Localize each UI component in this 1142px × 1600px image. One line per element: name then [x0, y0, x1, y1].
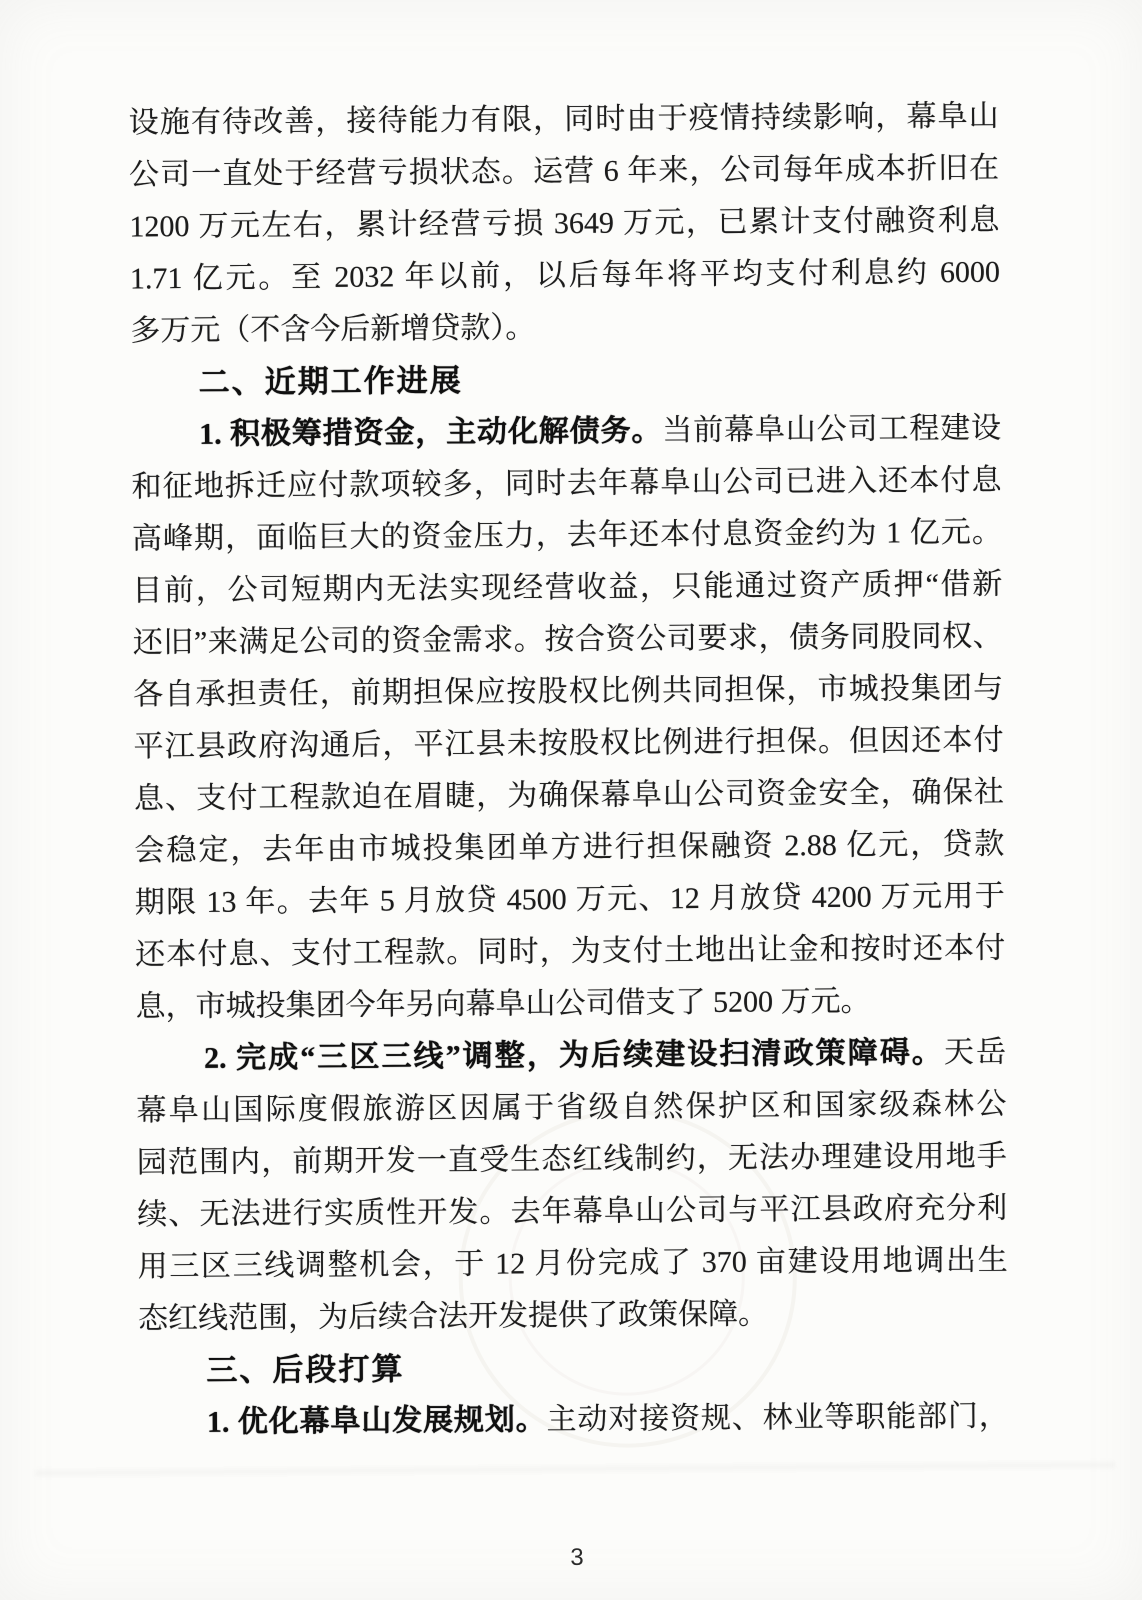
body-text: 天岳: [943, 1035, 1007, 1070]
text-line: [139, 1391, 1009, 1450]
body-text: 平江县政府沟通后，平江县未按股权比例进行担保。但因还本付: [133, 723, 1004, 764]
text-line: [133, 715, 1003, 774]
body-text: 会稳定，去年由市城投集团单方进行担保融资 2.88 亿元，贷款: [134, 827, 1005, 868]
text-line: [133, 663, 1003, 722]
body-text: 态红线范围，为后续合法开发提供了政策保障。: [137, 1297, 769, 1336]
body-text: 公司一直处于经营亏损状态。运营 6 年来，公司每年成本折旧在: [128, 151, 1000, 192]
body-text: 还旧”来满足公司的资金需求。按合资公司要求，债务同股同权、: [132, 619, 1003, 660]
body-text: 各自承担责任，前期担保应按股权比例共同担保，市城投集团与: [133, 671, 1004, 712]
bold-lead-text: 2. 完成“三区三线”调整，为后续建设扫清政策障碍。: [203, 1036, 945, 1075]
body-text: 息，市城投集团今年另向幕阜山公司借支了 5200 万元。: [135, 984, 871, 1024]
bold-lead-text: 二、近期工作进展: [198, 362, 463, 400]
body-text: 设施有待改善，接待能力有限，同时由于疫情持续影响，幕阜山: [128, 99, 999, 140]
body-text: 园范围内，前期开发一直受生态红线制约，无法办理建设用地手: [136, 1139, 1007, 1180]
text-line: [133, 611, 1003, 670]
body-text: 1.71 亿元。至 2032 年以前，以后每年将平均支付利息约 6000: [129, 255, 1000, 296]
text-line: [137, 1131, 1007, 1190]
body-text: 当前幕阜山公司工程建设: [662, 411, 1002, 448]
bold-lead-text: 1. 优化幕阜山发展规划。: [206, 1403, 547, 1439]
body-text: 主动对接资规、林业等职能部门，: [546, 1399, 1009, 1437]
body-text: 还本付息、支付工程款。同时，为支付土地出让金和按时还本付: [135, 931, 1006, 972]
text-line: [130, 247, 1000, 306]
text-line: [132, 507, 1002, 566]
body-text: 期限 13 年。去年 5 月放贷 4500 万元、12 月放贷 4200 万元用于: [134, 879, 1005, 920]
text-line: [129, 195, 999, 254]
text-line: [138, 1287, 1008, 1346]
text-line: [134, 767, 1004, 826]
text-line: [137, 1183, 1007, 1242]
body-text: 多万元（不含今后新增贷款）。: [130, 311, 536, 348]
scan-artifact-band: [35, 1462, 1115, 1476]
body-text: 息、支付工程款迫在眉睫，为确保幕阜山公司资金安全，确保社: [133, 775, 1005, 816]
text-line: [129, 143, 999, 202]
text-line: [135, 871, 1005, 930]
text-line: [135, 923, 1005, 982]
text-line: [136, 1027, 1006, 1086]
section-heading: [138, 1339, 1008, 1398]
bold-lead-text: 1. 积极筹措资金，主动化解债务。: [198, 414, 663, 451]
body-text: 高峰期，面临巨大的资金压力，去年还本付息资金约为 1 亿元。: [131, 515, 1003, 556]
text-line: [132, 559, 1002, 618]
text-line: [128, 91, 998, 150]
section-heading: [131, 351, 1001, 410]
bold-lead-text: 三、后段打算: [206, 1351, 405, 1388]
text-line: [130, 299, 1000, 358]
page-number: 3: [570, 1543, 584, 1572]
body-text: 续、无法进行实质性开发。去年幕阜山公司与平江县政府充分利: [137, 1191, 1008, 1232]
body-text: 用三区三线调整机会，于 12 月份完成了 370 亩建设用地调出生: [137, 1243, 1008, 1284]
body-text: 和征地拆迁应付款项较多，同时去年幕阜山公司已进入还本付息: [131, 463, 1002, 504]
body-text: 幕阜山国际度假旅游区因属于省级自然保护区和国家级森林公: [136, 1087, 1007, 1128]
text-line: [137, 1235, 1007, 1294]
text-line: [135, 975, 1005, 1034]
body-text: 目前，公司短期内无法实现经营收益，只能通过资产质押“借新: [132, 567, 1003, 608]
text-line: [131, 403, 1001, 462]
body-text: 1200 万元左右，累计经营亏损 3649 万元，已累计支付融资利息: [129, 203, 1000, 244]
text-line: [134, 819, 1004, 878]
text-line: [136, 1079, 1006, 1138]
text-line: [131, 455, 1001, 514]
